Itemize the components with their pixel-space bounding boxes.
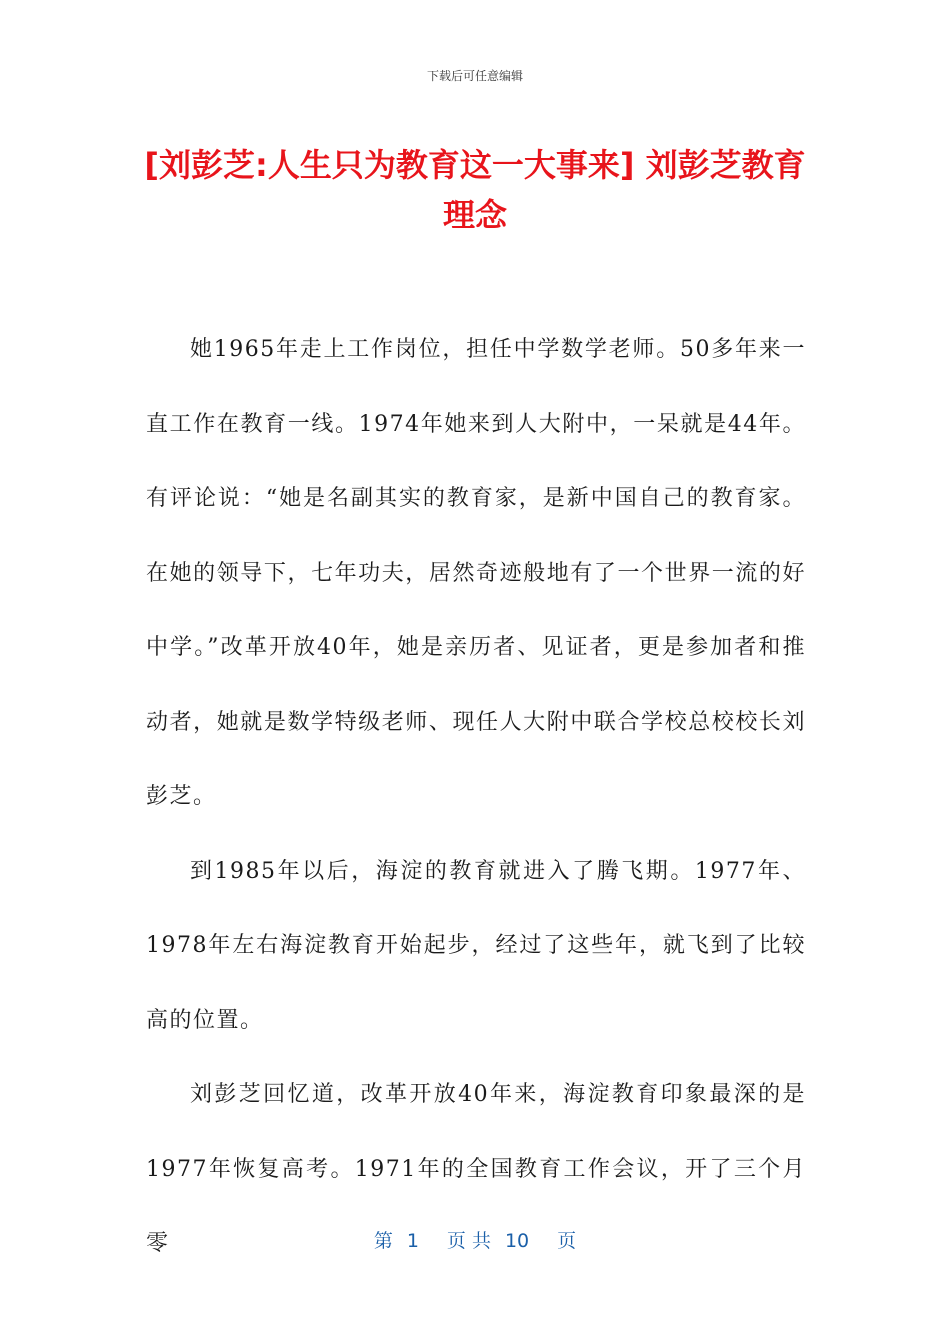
paragraph-1: 她1965年走上工作岗位，担任中学数学老师。50多年来一直工作在教育一线。1974年她来到人大附中，一呆就是44年。有评论说：“她是名副其实的教育家，是新中国自己的教育家。在她的领导下，七年功夫，居然奇迹般地有了一个世界一流的好中学。”改革开放40年，她是亲历者、见证者，更是参加者和推动者，她就是数学特级老师、现任人大附中联合学校总校校长刘彭芝。: [146, 337, 806, 809]
document-title: [刘彭芝:人生只为教育这一大事来] 刘彭芝教育理念: [144, 146, 806, 234]
footer-page-prefix: 第: [373, 1230, 393, 1252]
header-note: 下载后可任意编辑: [426, 69, 523, 83]
footer-current-page: 1: [406, 1230, 419, 1252]
paragraph-2: 到1985年以后，海淀的教育就进入了腾飞期。1977年、1978年左右海淀教育开始起步，经过了这些年，就飞到了比较高的位置。: [146, 858, 806, 1033]
footer-total-pages: 10: [504, 1230, 530, 1252]
page-footer: [0, 1226, 950, 1253]
document-body: [146, 313, 806, 1282]
paragraph-3: 刘彭芝回忆道，改革开放40年来，海淀教育印象最深的是1977年恢复高考。1971年的全国教育工作会议，开了三个月零: [146, 1082, 806, 1256]
footer-page-mid: 页 共: [446, 1230, 491, 1252]
footer-page-suffix: 页: [557, 1230, 577, 1252]
